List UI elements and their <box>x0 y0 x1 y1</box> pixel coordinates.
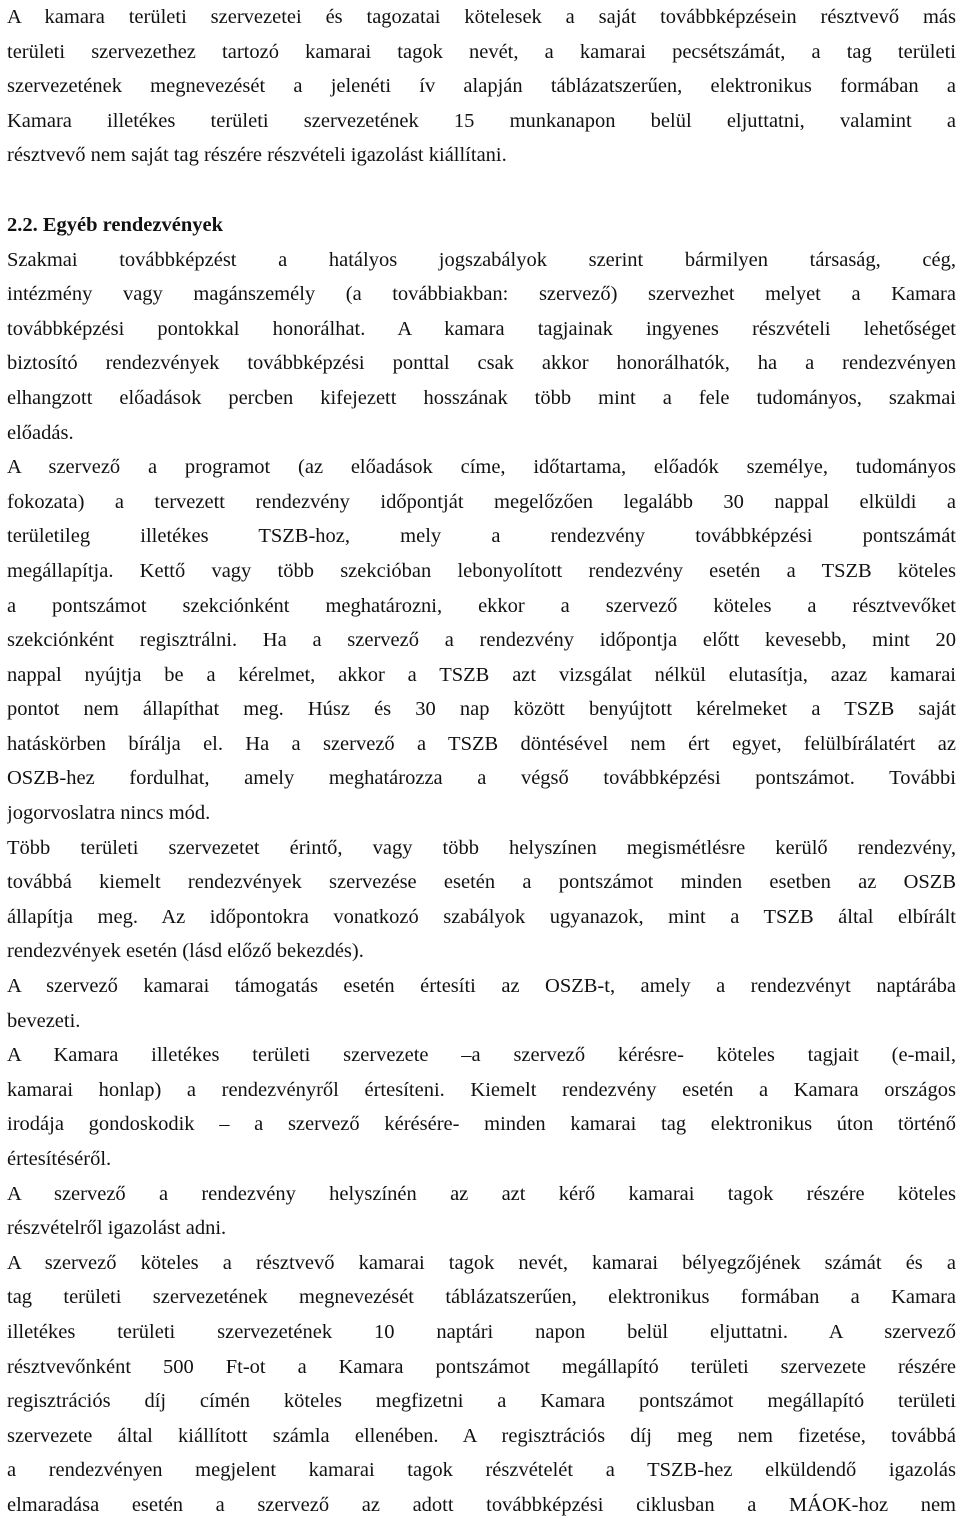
text-line: biztosító rendezvények továbbképzési ponttal csak akkor honorálhatók, ha a rendezvényen <box>7 352 956 375</box>
text-line: intézmény vagy magánszemély (a továbbiakban: szervező) szervezhet melyet a Kamara <box>7 283 956 306</box>
text-line: a pontszámot szekciónként meghatározni, ekkor a szervező köteles a résztvevőket <box>7 594 956 617</box>
text-line: A szervező a rendezvény helyszínén az azt kérő kamarai tagok részére köteles <box>7 1182 956 1205</box>
text-line: tag területi szervezetének megnevezését táblázatszerűen, elektronikus formában a Kamara <box>7 1286 956 1309</box>
text-line: résztvevőnként 500 Ft-ot a Kamara pontszámot megállapító területi szervezete részére <box>7 1355 956 1378</box>
text-line: állapítja meg. Az időpontokra vonatkozó szabályok ugyanazok, mint a TSZB által elbírált <box>7 905 956 928</box>
text-line: A szervező kamarai támogatás esetén értesíti az OSZB-t, amely a rendezvényt naptárába <box>7 975 956 998</box>
text-line: szervezetének megnevezését a jelenéti ív alapján táblázatszerűen, elektronikus formában a <box>7 75 956 98</box>
paragraph-5 <box>7 1038 956 1176</box>
text-line: előadás. <box>7 421 74 444</box>
text-line: nappal nyújtja be a kérelmet, akkor a TSZB azt vizsgálat nélkül elutasítja, azaz kamarai <box>7 663 956 686</box>
text-line: elmaradása esetén a szervező az adott továbbképzési ciklusban a MÁOK-hoz nem <box>7 1493 956 1516</box>
text-line: fokozata) a tervezett rendezvény időpontját megelőzően legalább 30 nappal elküldi a <box>7 490 956 513</box>
text-line: megállapítja. Kettő vagy több szekcióban lebonyolított rendezvény esetén a TSZB köteles <box>7 559 956 582</box>
text-line: továbbképzési pontokkal honorálhat. A kamara tagjainak ingyenes részvételi lehetőséget <box>7 317 956 340</box>
text-line: rendezvények esetén (lásd előző bekezdés). <box>7 940 364 963</box>
text-line: illetékes területi szervezetének 10 naptári napon belül eljuttatni. A szervező <box>7 1320 956 1343</box>
paragraph-2 <box>7 450 956 831</box>
paragraph-6 <box>7 1177 956 1246</box>
text-line: irodája gondoskodik – a szervező kérésére- minden kamarai tag elektronikus úton történő <box>7 1113 956 1136</box>
text-line: kamarai honlap) a rendezvényről értesíteni. Kiemelt rendezvény esetén a Kamara országos <box>7 1078 956 1101</box>
paragraph-3 <box>7 831 956 969</box>
text-line: jogorvoslatra nincs mód. <box>7 802 211 825</box>
text-line: résztvevő nem saját tag részére részvételi igazolást kiállítani. <box>7 144 507 167</box>
text-line: bevezeti. <box>7 1009 81 1032</box>
text-line: regisztrációs díj címén köteles megfizetni a Kamara pontszámot megállapító területi <box>7 1390 956 1413</box>
text-line: területileg illetékes TSZB-hoz, mely a rendezvény továbbképzési pontszámát <box>7 525 956 548</box>
paragraph-intro <box>7 0 956 173</box>
text-line: elhangzott előadások percben kifejezett hosszának több mint a fele tudományos, szakmai <box>7 386 956 409</box>
text-line: Szakmai továbbképzést a hatályos jogszabályok szerint bármilyen társaság, cég, <box>7 248 956 271</box>
text-line: hatáskörben bírálja el. Ha a szervező a TSZB döntésével nem ért egyet, felülbírálatért az <box>7 732 956 755</box>
text-line: szervezete által kiállított számla ellenében. A regisztrációs díj meg nem fizetése, továbbá <box>7 1424 956 1447</box>
paragraph-gap <box>7 173 956 208</box>
text-line: szekciónként regisztrálni. Ha a szervező a rendezvény időpontja előtt kevesebb, mint 20 <box>7 629 956 652</box>
text-line: pontot nem állapíthat meg. Húsz és 30 nap között benyújtott kérelmeket a TSZB saját <box>7 698 956 721</box>
text-line: A kamara területi szervezetei és tagozatai kötelesek a saját továbbképzésein résztvevő más <box>7 6 956 28</box>
text-line: A szervező köteles a résztvevő kamarai tagok nevét, kamarai bélyegzőjének számát és a <box>7 1251 956 1274</box>
text-line: Több területi szervezetet érintő, vagy több helyszínen megismétlésre kerülő rendezvény, <box>7 836 956 859</box>
text-line: a rendezvényen megjelent kamarai tagok részvételét a TSZB-hez elküldendő igazolás <box>7 1459 956 1482</box>
text-line: Kamara illetékes területi szervezetének 15 munkanapon belül eljuttatni, valamint a <box>7 109 956 132</box>
text-line: részvételről igazolást adni. <box>7 1217 227 1240</box>
text-line: továbbá kiemelt rendezvények szervezése esetén a pontszámot minden esetben az OSZB <box>7 871 956 894</box>
text-line: A szervező a programot (az előadások címe, időtartama, előadók személye, tudományos <box>7 456 956 479</box>
section-heading: 2.2. Egyéb rendezvények <box>7 213 224 236</box>
paragraph-1 <box>7 243 956 451</box>
paragraph-7 <box>7 1246 956 1523</box>
text-line: területi szervezethez tartozó kamarai tagok nevét, a kamarai pecsétszámát, a tag területi <box>7 40 956 63</box>
text-line: OSZB-hez fordulhat, amely meghatározza a végső továbbképzési pontszámot. További <box>7 767 956 790</box>
text-line: A Kamara illetékes területi szervezete –a szervező kérésre- köteles tagjait (e-mail, <box>7 1044 956 1067</box>
paragraph-4 <box>7 969 956 1038</box>
text-line: értesítéséről. <box>7 1148 112 1170</box>
